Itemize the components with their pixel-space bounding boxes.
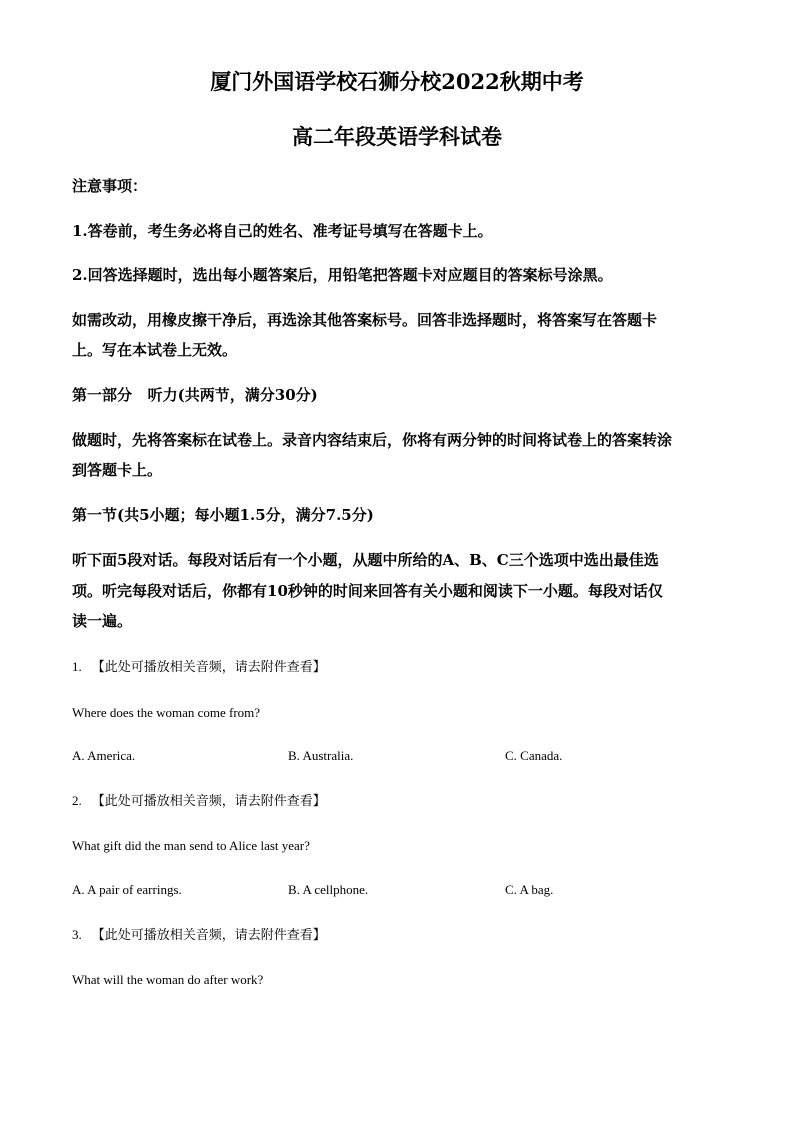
- audio-note: 【此处可播放相关音频，请去附件查看】: [91, 927, 326, 942]
- notice-item-3-line2: 上。写在本试卷上无效。: [72, 341, 238, 359]
- notice-item-1: 1.答卷前，考生务必将自己的姓名、准考证号填写在答题卡上。: [72, 222, 493, 240]
- audio-note: 【此处可播放相关音频，请去附件查看】: [91, 793, 326, 808]
- part1-instruction-line2: 到答题卡上。: [72, 461, 163, 479]
- notice-heading: 注意事项：: [72, 177, 148, 195]
- question-3-audio: [72, 925, 722, 945]
- option-a: A. A pair of earrings.: [72, 882, 182, 897]
- question-1-audio: [72, 657, 722, 677]
- question-1-text: Where does the woman come from?: [72, 705, 261, 720]
- question-1-number: 1.: [72, 659, 82, 674]
- option-c: C. A bag.: [505, 882, 554, 897]
- question-2-text: What gift did the man send to Alice last year?: [72, 838, 310, 853]
- question-2-number: 2.: [72, 793, 82, 808]
- question-2-audio: [72, 791, 722, 811]
- question-1-options: [72, 746, 722, 766]
- notice-item-3-line1: 如需改动，用橡皮擦干净后，再选涂其他答案标号。回答非选择题时，将答案写在答题卡: [72, 311, 658, 329]
- question-3-number: 3.: [72, 927, 82, 942]
- option-c: C. Canada.: [505, 748, 563, 763]
- section1-instruction-line3: 读一遍。: [72, 612, 133, 630]
- exam-title-line1: 厦门外国语学校石狮分校2022秋期中考: [210, 69, 584, 94]
- question-3-text: What will the woman do after work?: [72, 972, 264, 987]
- part1-heading: 第一部分 听力(共两节，满分30分): [72, 386, 318, 404]
- option-b: B. A cellphone.: [288, 882, 369, 897]
- option-b: B. Australia.: [288, 748, 354, 763]
- question-2-options: [72, 880, 722, 900]
- exam-title-line2: 高二年段英语学科试卷: [292, 124, 502, 149]
- notice-item-2: 2.回答选择题时，选出每小题答案后，用铅笔把答题卡对应题目的答案标号涂黑。: [72, 266, 613, 284]
- option-a: A. America.: [72, 748, 136, 763]
- part1-instruction-line1: 做题时，先将答案标在试卷上。录音内容结束后，你将有两分钟的时间将试卷上的答案转涂: [72, 431, 673, 449]
- section1-instruction-line1: 听下面5段对话。每段对话后有一个小题，从题中所给的A、B、C三个选项中选出最佳选: [72, 551, 659, 569]
- audio-note: 【此处可播放相关音频，请去附件查看】: [91, 659, 326, 674]
- section1-instruction-line2: 项。听完每段对话后，你都有10秒钟的时间来回答有关小题和阅读下一小题。每段对话仅: [72, 582, 663, 600]
- section1-heading: 第一节(共5小题；每小题1.5分，满分7.5分): [72, 506, 374, 524]
